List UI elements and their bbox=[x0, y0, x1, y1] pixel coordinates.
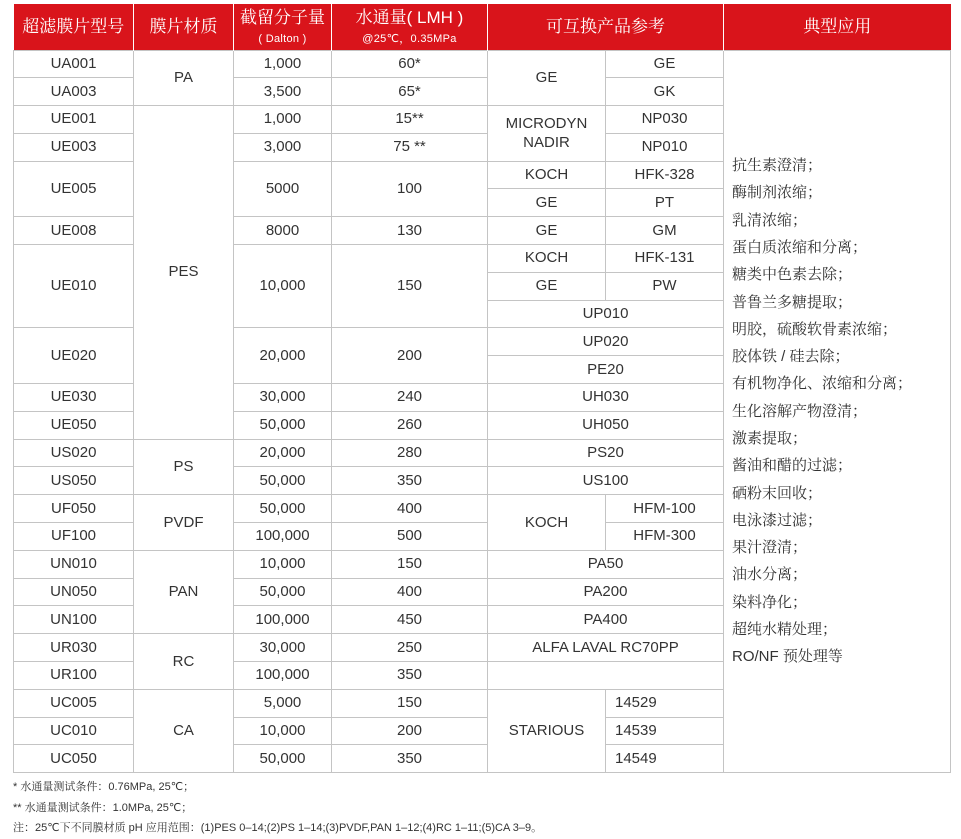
alt-product-cell: PA200 bbox=[488, 578, 724, 606]
application-item: 生化溶解产物澄清； bbox=[732, 402, 868, 420]
flux-cell: 130 bbox=[332, 217, 488, 245]
application-item: 硒粉末回收； bbox=[732, 484, 823, 502]
model-cell: UE003 bbox=[14, 133, 134, 161]
mwco-cell: 50,000 bbox=[234, 578, 332, 606]
alt-brand-cell: GE bbox=[488, 217, 606, 245]
model-cell: UR030 bbox=[14, 634, 134, 662]
mwco-cell: 100,000 bbox=[234, 606, 332, 634]
application-item: 蛋白质浓缩和分离； bbox=[732, 238, 868, 256]
material-cell: PES bbox=[134, 106, 234, 440]
model-cell: UC050 bbox=[14, 745, 134, 773]
alt-code-cell: PT bbox=[606, 189, 724, 217]
table-row bbox=[14, 50, 951, 78]
flux-cell: 200 bbox=[332, 328, 488, 384]
alt-code-cell: 14539 bbox=[606, 717, 724, 745]
flux-cell: 350 bbox=[332, 467, 488, 495]
header-flux bbox=[332, 4, 488, 50]
model-cell: US020 bbox=[14, 439, 134, 467]
flux-cell: 200 bbox=[332, 717, 488, 745]
alt-brand-cell: GE bbox=[488, 50, 606, 106]
model-cell: US050 bbox=[14, 467, 134, 495]
mwco-cell: 50,000 bbox=[234, 745, 332, 773]
application-item: 明胶，硫酸软骨素浓缩； bbox=[732, 320, 898, 338]
mwco-cell: 5000 bbox=[234, 161, 332, 217]
alt-code-cell: HFK-131 bbox=[606, 245, 724, 273]
model-cell: UF050 bbox=[14, 495, 134, 523]
flux-cell: 100 bbox=[332, 161, 488, 217]
model-cell: UE050 bbox=[14, 411, 134, 439]
material-cell: PAN bbox=[134, 550, 234, 633]
model-cell: UE001 bbox=[14, 106, 134, 134]
model-cell: UE005 bbox=[14, 161, 134, 217]
flux-cell: 400 bbox=[332, 578, 488, 606]
alt-product-cell: UP010 bbox=[488, 300, 724, 328]
header-mwco-unit: ( Dalton ) bbox=[258, 32, 307, 45]
model-cell: UE020 bbox=[14, 328, 134, 384]
alt-code-cell: GM bbox=[606, 217, 724, 245]
flux-cell: 150 bbox=[332, 245, 488, 328]
model-cell: UC010 bbox=[14, 717, 134, 745]
mwco-cell: 10,000 bbox=[234, 245, 332, 328]
applications-cell bbox=[724, 50, 951, 773]
alt-brand-cell: GE bbox=[488, 272, 606, 300]
header-mwco bbox=[234, 4, 332, 50]
application-item: 普鲁兰多糖提取； bbox=[732, 293, 853, 311]
alt-brand-cell: KOCH bbox=[488, 161, 606, 189]
alt-product-cell: PE20 bbox=[488, 356, 724, 384]
alt-product-cell: UH030 bbox=[488, 384, 724, 412]
material-cell: PVDF bbox=[134, 495, 234, 551]
alt-brand-cell: GE bbox=[488, 189, 606, 217]
flux-cell: 350 bbox=[332, 745, 488, 773]
material-cell: CA bbox=[134, 689, 234, 772]
model-cell: UN010 bbox=[14, 550, 134, 578]
flux-cell: 240 bbox=[332, 384, 488, 412]
mwco-cell: 1,000 bbox=[234, 50, 332, 78]
alt-code-cell: HFM-300 bbox=[606, 523, 724, 551]
flux-cell: 15** bbox=[332, 106, 488, 134]
mwco-cell: 10,000 bbox=[234, 717, 332, 745]
model-cell: UE030 bbox=[14, 384, 134, 412]
alt-product-cell: ALFA LAVAL RC70PP bbox=[488, 634, 724, 662]
mwco-cell: 8000 bbox=[234, 217, 332, 245]
alt-product-cell: US100 bbox=[488, 467, 724, 495]
model-cell: UR100 bbox=[14, 662, 134, 690]
alt-brand-cell: KOCH bbox=[488, 495, 606, 551]
mwco-cell: 50,000 bbox=[234, 411, 332, 439]
alt-code-cell: NP030 bbox=[606, 106, 724, 134]
header-mwco-title: 截留分子量 bbox=[240, 7, 325, 27]
footnote: * 水通量测试条件：0.76MPa, 25℃； bbox=[13, 781, 195, 793]
header-model: 超滤膜片型号 bbox=[14, 4, 134, 50]
material-cell: PA bbox=[134, 50, 234, 106]
flux-cell: 60* bbox=[332, 50, 488, 78]
application-item: 糖类中色素去除； bbox=[732, 266, 853, 284]
flux-cell: 500 bbox=[332, 523, 488, 551]
header-flux-condition: @25℃，0.35MPa bbox=[362, 32, 457, 45]
alt-product-cell: PA400 bbox=[488, 606, 724, 634]
alt-empty-cell bbox=[488, 662, 724, 690]
application-item: 有机物净化、浓缩和分离； bbox=[732, 375, 913, 393]
mwco-cell: 10,000 bbox=[234, 550, 332, 578]
footnote: ** 水通量测试条件：1.0MPa, 25℃； bbox=[13, 801, 193, 814]
application-item: 酶制剂浓缩； bbox=[732, 184, 823, 202]
mwco-cell: 3,000 bbox=[234, 133, 332, 161]
application-item: 乳清浓缩； bbox=[732, 211, 808, 229]
alt-brand-cell: STARIOUS bbox=[488, 689, 606, 772]
header-alternatives: 可互换产品参考 bbox=[488, 4, 724, 50]
application-item: 电泳漆过滤； bbox=[732, 511, 823, 529]
material-cell: RC bbox=[134, 634, 234, 690]
mwco-cell: 1,000 bbox=[234, 106, 332, 134]
alt-product-cell: PS20 bbox=[488, 439, 724, 467]
mwco-cell: 100,000 bbox=[234, 523, 332, 551]
application-item: 酱油和醋的过滤； bbox=[732, 457, 853, 475]
flux-cell: 75 ** bbox=[332, 133, 488, 161]
application-item: 激素提取； bbox=[732, 430, 808, 447]
alt-code-cell: HFK-328 bbox=[606, 161, 724, 189]
mwco-cell: 30,000 bbox=[234, 634, 332, 662]
model-cell: UF100 bbox=[14, 523, 134, 551]
flux-cell: 280 bbox=[332, 439, 488, 467]
alt-product-cell: PA50 bbox=[488, 550, 724, 578]
material-cell: PS bbox=[134, 439, 234, 495]
table-header bbox=[14, 4, 951, 50]
mwco-cell: 3,500 bbox=[234, 78, 332, 106]
mwco-cell: 20,000 bbox=[234, 439, 332, 467]
alt-code-cell: HFM-100 bbox=[606, 495, 724, 523]
model-cell: UA003 bbox=[14, 78, 134, 106]
mwco-cell: 20,000 bbox=[234, 328, 332, 384]
flux-cell: 150 bbox=[332, 689, 488, 717]
mwco-cell: 100,000 bbox=[234, 662, 332, 690]
mwco-cell: 5,000 bbox=[234, 689, 332, 717]
application-item: 抗生素澄清； bbox=[732, 157, 823, 175]
model-cell: UA001 bbox=[14, 50, 134, 78]
application-item: 胶体铁 / 硅去除； bbox=[732, 348, 850, 366]
flux-cell: 350 bbox=[332, 662, 488, 690]
header-flux-title: 水通量( LMH ) bbox=[355, 7, 464, 27]
flux-cell: 450 bbox=[332, 606, 488, 634]
flux-cell: 400 bbox=[332, 495, 488, 523]
alt-brand-cell: KOCH bbox=[488, 245, 606, 273]
alt-code-cell: PW bbox=[606, 272, 724, 300]
mwco-cell: 30,000 bbox=[234, 384, 332, 412]
flux-cell: 150 bbox=[332, 550, 488, 578]
application-item: RO/NF 预处理等 bbox=[732, 648, 843, 666]
flux-cell: 65* bbox=[332, 78, 488, 106]
footnotes bbox=[13, 777, 542, 839]
footnote: 注：25℃下不同膜材质 pH 应用范围：(1)PES 0–14;(2)PS 1–14;(3)PVDF,PAN 1–12;(4)RC 1–11;(5)CA 3–9。 bbox=[13, 822, 543, 834]
alt-product-cell: UP020 bbox=[488, 328, 724, 356]
application-item: 油水分离； bbox=[732, 566, 808, 584]
alt-code-cell: NP010 bbox=[606, 133, 724, 161]
model-cell: UC005 bbox=[14, 689, 134, 717]
application-item: 超纯水精处理； bbox=[732, 621, 838, 639]
model-cell: UE008 bbox=[14, 217, 134, 245]
header-material: 膜片材质 bbox=[134, 4, 234, 50]
alt-code-cell: GK bbox=[606, 78, 724, 106]
model-cell: UE010 bbox=[14, 245, 134, 328]
model-cell: UN050 bbox=[14, 578, 134, 606]
alt-product-cell: UH050 bbox=[488, 411, 724, 439]
model-cell: UN100 bbox=[14, 606, 134, 634]
spec-table bbox=[13, 4, 951, 773]
mwco-cell: 50,000 bbox=[234, 467, 332, 495]
alt-code-cell: GE bbox=[606, 50, 724, 78]
alt-code-cell: 14549 bbox=[606, 745, 724, 773]
flux-cell: 250 bbox=[332, 634, 488, 662]
mwco-cell: 50,000 bbox=[234, 495, 332, 523]
application-item: 染料净化； bbox=[732, 593, 808, 611]
alt-code-cell: 14529 bbox=[606, 689, 724, 717]
flux-cell: 260 bbox=[332, 411, 488, 439]
header-application: 典型应用 bbox=[724, 4, 951, 50]
alt-brand-cell: MICRODYN NADIR bbox=[488, 106, 606, 162]
application-item: 果汁澄清； bbox=[732, 539, 808, 557]
